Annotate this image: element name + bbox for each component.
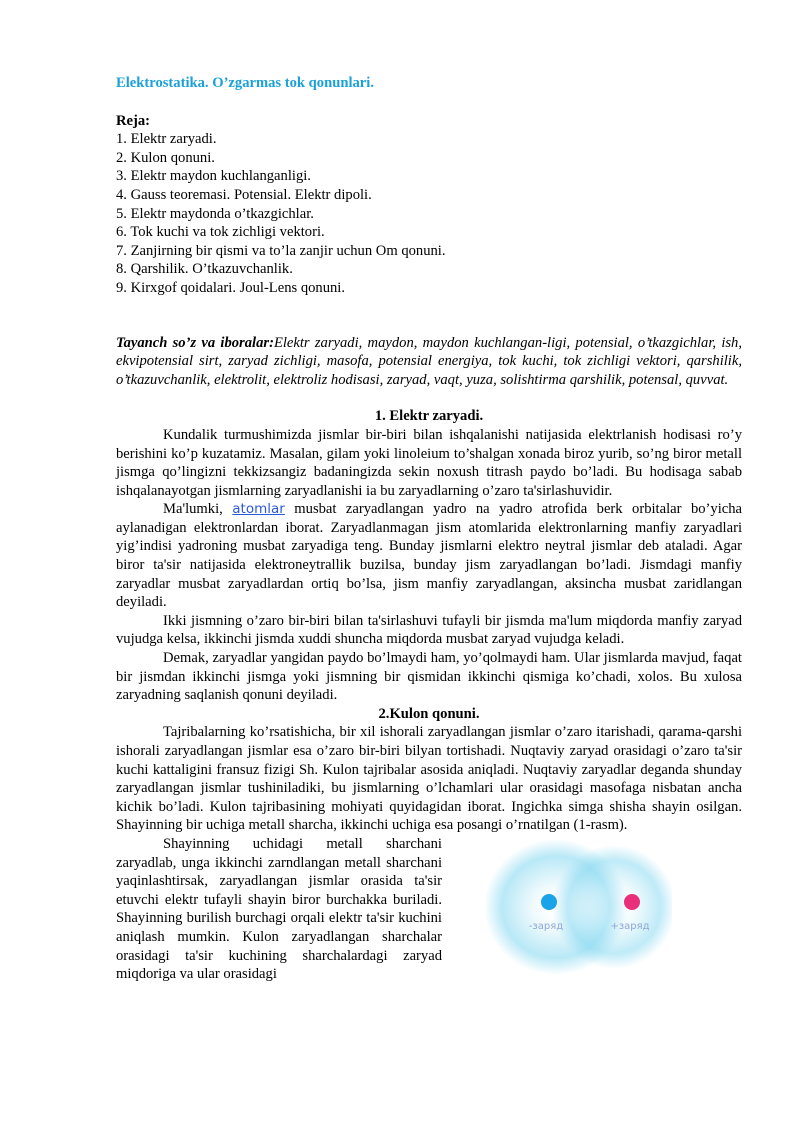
positive-charge-label: +заряд — [610, 920, 650, 932]
keywords-paragraph — [116, 334, 742, 390]
paragraph-text: Ma'lumki, — [163, 501, 233, 518]
section-1-paragraph-1: Kundalik turmushimizda jismlar bir-biri bilan ishqalanishi natijasida elektrlanish hodisasi ro’y berishini ko’p kuzatamiz. Masalan, gilam yoki linoleium to’shalgan xonada biroz yurib, so’ng biror metall jismga qo’lingizni tekkizsangiz badaningizda sekin noxush titrash paydo bo’ladi. Bu hodisaga sabab ishqalanayotgan jismlarning zaryadlanishi ia bu zaryadlarning o’zaro ta'sirlashuvidir. — [116, 426, 742, 499]
paragraph-text: musbat zaryadlangan yadro na yadro atrofida berk orbitalar bo’yicha aylanadigan elektronlardan iborat. Zaryadlanmagan jism atomlarida elektronlarning manfiy zaryadlari yig’indisi yadroning musbat zaryadiga teng. Bunday jismlarni elektro neytral jismlar deb ataladi. Agar biror ta'sir natijasida elektroneytrallik buzilsa, bunday jism zaryadlangan bo’ladi. Jismdagi manfiy zaryadlar musbat zaryadlardan ortiq bo’lsa, jism manfiy zaryadlangan, aksincha musbat zaridlangan deyiladi. — [116, 501, 743, 611]
plan-item: 7. Zanjirning bir qismi va to’la zanjir uchun Om qonuni. — [116, 242, 446, 259]
plan-item: 9. Kirxgof qoidalari. Joul-Lens qonuni. — [116, 279, 346, 296]
negative-charge-dot — [541, 894, 557, 910]
document-title: Elektrostatika. O’zgarmas tok qonunlari. — [116, 75, 374, 91]
plan-item: 6. Tok kuchi va tok zichligi vektori. — [116, 224, 325, 241]
figure-text-block — [116, 835, 742, 984]
charges-figure — [486, 835, 672, 979]
plan-item: 1. Elektr zaryadi. — [116, 131, 217, 148]
section-1-paragraph-2 — [116, 500, 742, 612]
section-2-paragraph-2: Shayinning uchidagi metall sharchani zaryadlab, unga ikkinchi zarndlangan metall sharchani yaqinlashtirsak, zaryadlangan jismlar orasida ta'sir etuvchi elektr tufayli shayin biror burchakka buriladi. Shayinning burilish burchagi orqali elektr ta'sir kuchini aniqlash mumkin. Kulon zaryadlangan sharchalar orasidagi ta'sir kuchining sharchalardagi zaryad miqdoriga va ular orasidagi — [116, 835, 442, 983]
section-1-heading: 1. Elektr zaryadi. — [374, 408, 484, 425]
section-2-heading: 2.Kulon qonuni. — [378, 705, 480, 722]
section-1-paragraph-4: Demak, zaryadlar yangidan paydo bo’lmaydi ham, yo’qolmaydi ham. Ular jismlarda mavjud, faqat bir jismdan ikkinchi jismga yoki jismning bir qismidan ikkinchi qismiga ko’chadi, xolos. Bu xulosa zaryadning saqlanish qonuni deyiladi. — [116, 650, 742, 704]
plan-heading: Reja: — [116, 112, 151, 129]
negative-charge-label: -заряд — [528, 920, 564, 932]
section-1-paragraph-3: Ikki jismning o’zaro bir-biri bilan ta'sirlashuvi tufayli bir jismda ma'lum miqdorda manfiy zaryad vujudga kelsa, ikkinchi jismda xuddi shuncha miqdorda musbat zaryad vujudga keladi. — [116, 612, 742, 648]
positive-glow — [552, 845, 672, 969]
charges-figure-graphic — [486, 835, 672, 979]
plan-item: 2. Kulon qonuni. — [116, 149, 215, 166]
positive-charge-dot — [624, 894, 640, 910]
plan-item: 8. Qarshilik. O’tkazuvchanlik. — [116, 261, 293, 278]
plan-item: 4. Gauss teoremasi. Potensial. Elektr dipoli. — [116, 186, 372, 203]
document-body — [116, 74, 742, 984]
keywords-text: Elektr zaryadi, maydon, maydon kuchlangan-ligi, potensial, o’tkazgichlar, ish, ekvipotensial sirt, zaryad zichligi, masofa, potensial energiya, tok kuchi, tok zichligi vektori, qarshilik, o’tkazuvchanlik, elektrolit, elektroliz hodisasi, zaryad, vaqt, yuza, solishtirma qarshilik, potensal, quvvat. — [116, 334, 743, 388]
plan-item: 3. Elektr maydon kuchlanganligi. — [116, 168, 311, 185]
section-2-paragraph-1: Tajribalarning ko’rsatishicha, bir xil ishorali zaryadlangan jismlar o’zaro itarishadi, qarama-qarshi ishorali zaryadlangan jismlar esa o’zaro bir-biri bilyan tortishadi. Nuqtaviy zaryad orasidagi o’zaro ta'sir kuchi kattaligini fransuz fizigi Sh. Kulon tajribalar asosida aniqladi. Nuqtaviy zaryadlar deganda shunday zaryadlangan jismlar tushiniladiki, bu jismlarning o’lchamlari ular orasidagi masofaga nisbatan ancha kichik bo’ladi. Kulon tajribasining mohiyati quyidagidan iborat. Ingichka simga shisha shayin osilgan. Shayinning bir uchiga metall sharcha, ikkinchi uchiga esa posangi o’rnatilgan (1-rasm). — [116, 724, 742, 834]
keywords-label: Tayanch so’z va iboralar: — [116, 334, 274, 351]
plan-list — [116, 130, 742, 297]
atomlar-link[interactable]: atomlar — [232, 501, 285, 518]
plan-item: 5. Elektr maydonda o’tkazgichlar. — [116, 205, 314, 222]
